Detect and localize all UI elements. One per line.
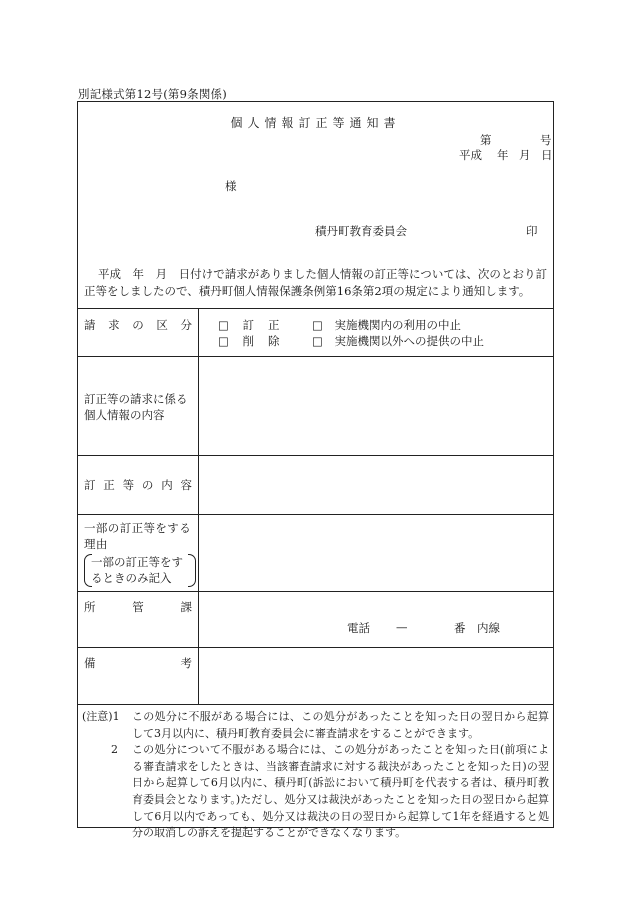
phone-number-suffix: 番 xyxy=(454,621,466,635)
checkbox-icon[interactable]: □ xyxy=(218,334,229,348)
note-item xyxy=(82,709,549,742)
option-deletion[interactable] xyxy=(218,333,294,349)
label-char: 備 xyxy=(84,656,96,670)
phone-extension: 内線 xyxy=(477,621,500,635)
bracket-right xyxy=(188,554,196,587)
date-day: 日 xyxy=(541,148,553,162)
notes-section xyxy=(82,709,549,842)
label-char: 管 xyxy=(132,600,144,614)
label-char: 区 xyxy=(156,318,168,332)
notification-body: 平成 年 月 日付けで請求がありました個人情報の訂正等については、次のとおり訂正等をしましたので、積丹町個人情報保護条例第16条第2項の規定により通知します。 xyxy=(84,267,547,298)
phone-label: 電話 xyxy=(347,621,370,635)
note-body: この処分に不服がある場合には、この処分があったことを知った日の翌日から起算して3月以内に、積丹町教育委員会に審査請求をすることができます。 xyxy=(132,710,549,740)
checkbox-icon[interactable]: □ xyxy=(312,318,323,332)
date-year: 年 xyxy=(497,148,509,162)
partial-reason-field[interactable] xyxy=(199,515,553,590)
date-month: 月 xyxy=(519,148,531,162)
addressee-suffix: 様 xyxy=(225,179,237,193)
partial-reason-note-text: 一部の訂正等をするときのみ記入 xyxy=(91,555,183,585)
label-char: 請 xyxy=(84,318,96,332)
note-head: (注意)1 xyxy=(82,710,120,723)
label-char: 分 xyxy=(180,318,192,332)
correction-content-label xyxy=(84,477,192,493)
note-number: 2 xyxy=(111,743,118,757)
label-char: 容 xyxy=(180,478,192,492)
label-char: 所 xyxy=(84,600,96,614)
note-body: この処分について不服がある場合には、この処分があったことを知った日(前項による審査請求をしたときは、当該審査請求に対する裁決があったことを知った日)の翌日から起算して6月以内に、積丹町(訴訟において積丹町を代表する者は、積丹町教育委員会となります。)ただし、処分又は裁決があったことを知った日の翌日から起算して6月以内であっても、処分又は裁決の日の翌日から起算して1年を経過すると処分の取消しの訴えを提起することができなくなります。 xyxy=(132,743,549,840)
label-char: 求 xyxy=(108,318,120,332)
notification-form xyxy=(77,101,554,840)
label-char: 考 xyxy=(180,656,192,670)
divider xyxy=(78,704,553,705)
label-char: 内 xyxy=(161,478,173,492)
partial-reason-label: 一部の訂正等をする理由 xyxy=(84,521,192,551)
note-item xyxy=(82,742,549,842)
label-char: 課 xyxy=(180,600,192,614)
seal-mark: 印 xyxy=(526,224,538,238)
option-label: 実施機関内の利用の中止 xyxy=(334,318,462,332)
option-label: 実施機関以外への提供の中止 xyxy=(334,334,485,348)
number-suffix: 号 xyxy=(540,133,552,147)
option-label: 訂正 xyxy=(242,318,294,332)
option-stop-external-provision[interactable] xyxy=(312,333,484,349)
phone-dash: — xyxy=(396,620,408,634)
issuer-name: 積丹町教育委員会 xyxy=(315,224,407,238)
label-char: 等 xyxy=(122,478,135,492)
request-content-label: 訂正等の請求に係る個人情報の内容 xyxy=(84,392,188,422)
label-char: の xyxy=(141,478,154,492)
date-era: 平成 xyxy=(459,148,482,162)
number-prefix: 第 xyxy=(480,133,492,147)
partial-reason-note xyxy=(84,554,196,587)
label-char: 訂 xyxy=(84,478,96,492)
department-label xyxy=(84,599,192,615)
correction-content-field[interactable] xyxy=(199,456,553,513)
divider xyxy=(78,591,553,592)
option-correction[interactable] xyxy=(218,317,294,333)
remarks-label xyxy=(84,655,192,671)
remarks-field[interactable] xyxy=(199,648,553,703)
form-title: 個人情報訂正等通知書 xyxy=(230,116,401,130)
checkbox-icon[interactable]: □ xyxy=(218,318,229,332)
checkbox-icon[interactable]: □ xyxy=(312,334,323,348)
option-label: 削除 xyxy=(242,334,294,348)
label-char: の xyxy=(132,318,144,332)
request-type-label xyxy=(84,317,192,333)
label-char: 正 xyxy=(103,478,115,492)
form-caption: 別記様式第12号(第9条関係) xyxy=(78,87,227,101)
option-stop-internal-use[interactable] xyxy=(312,317,461,333)
request-content-field[interactable] xyxy=(199,357,553,454)
divider xyxy=(78,308,553,309)
